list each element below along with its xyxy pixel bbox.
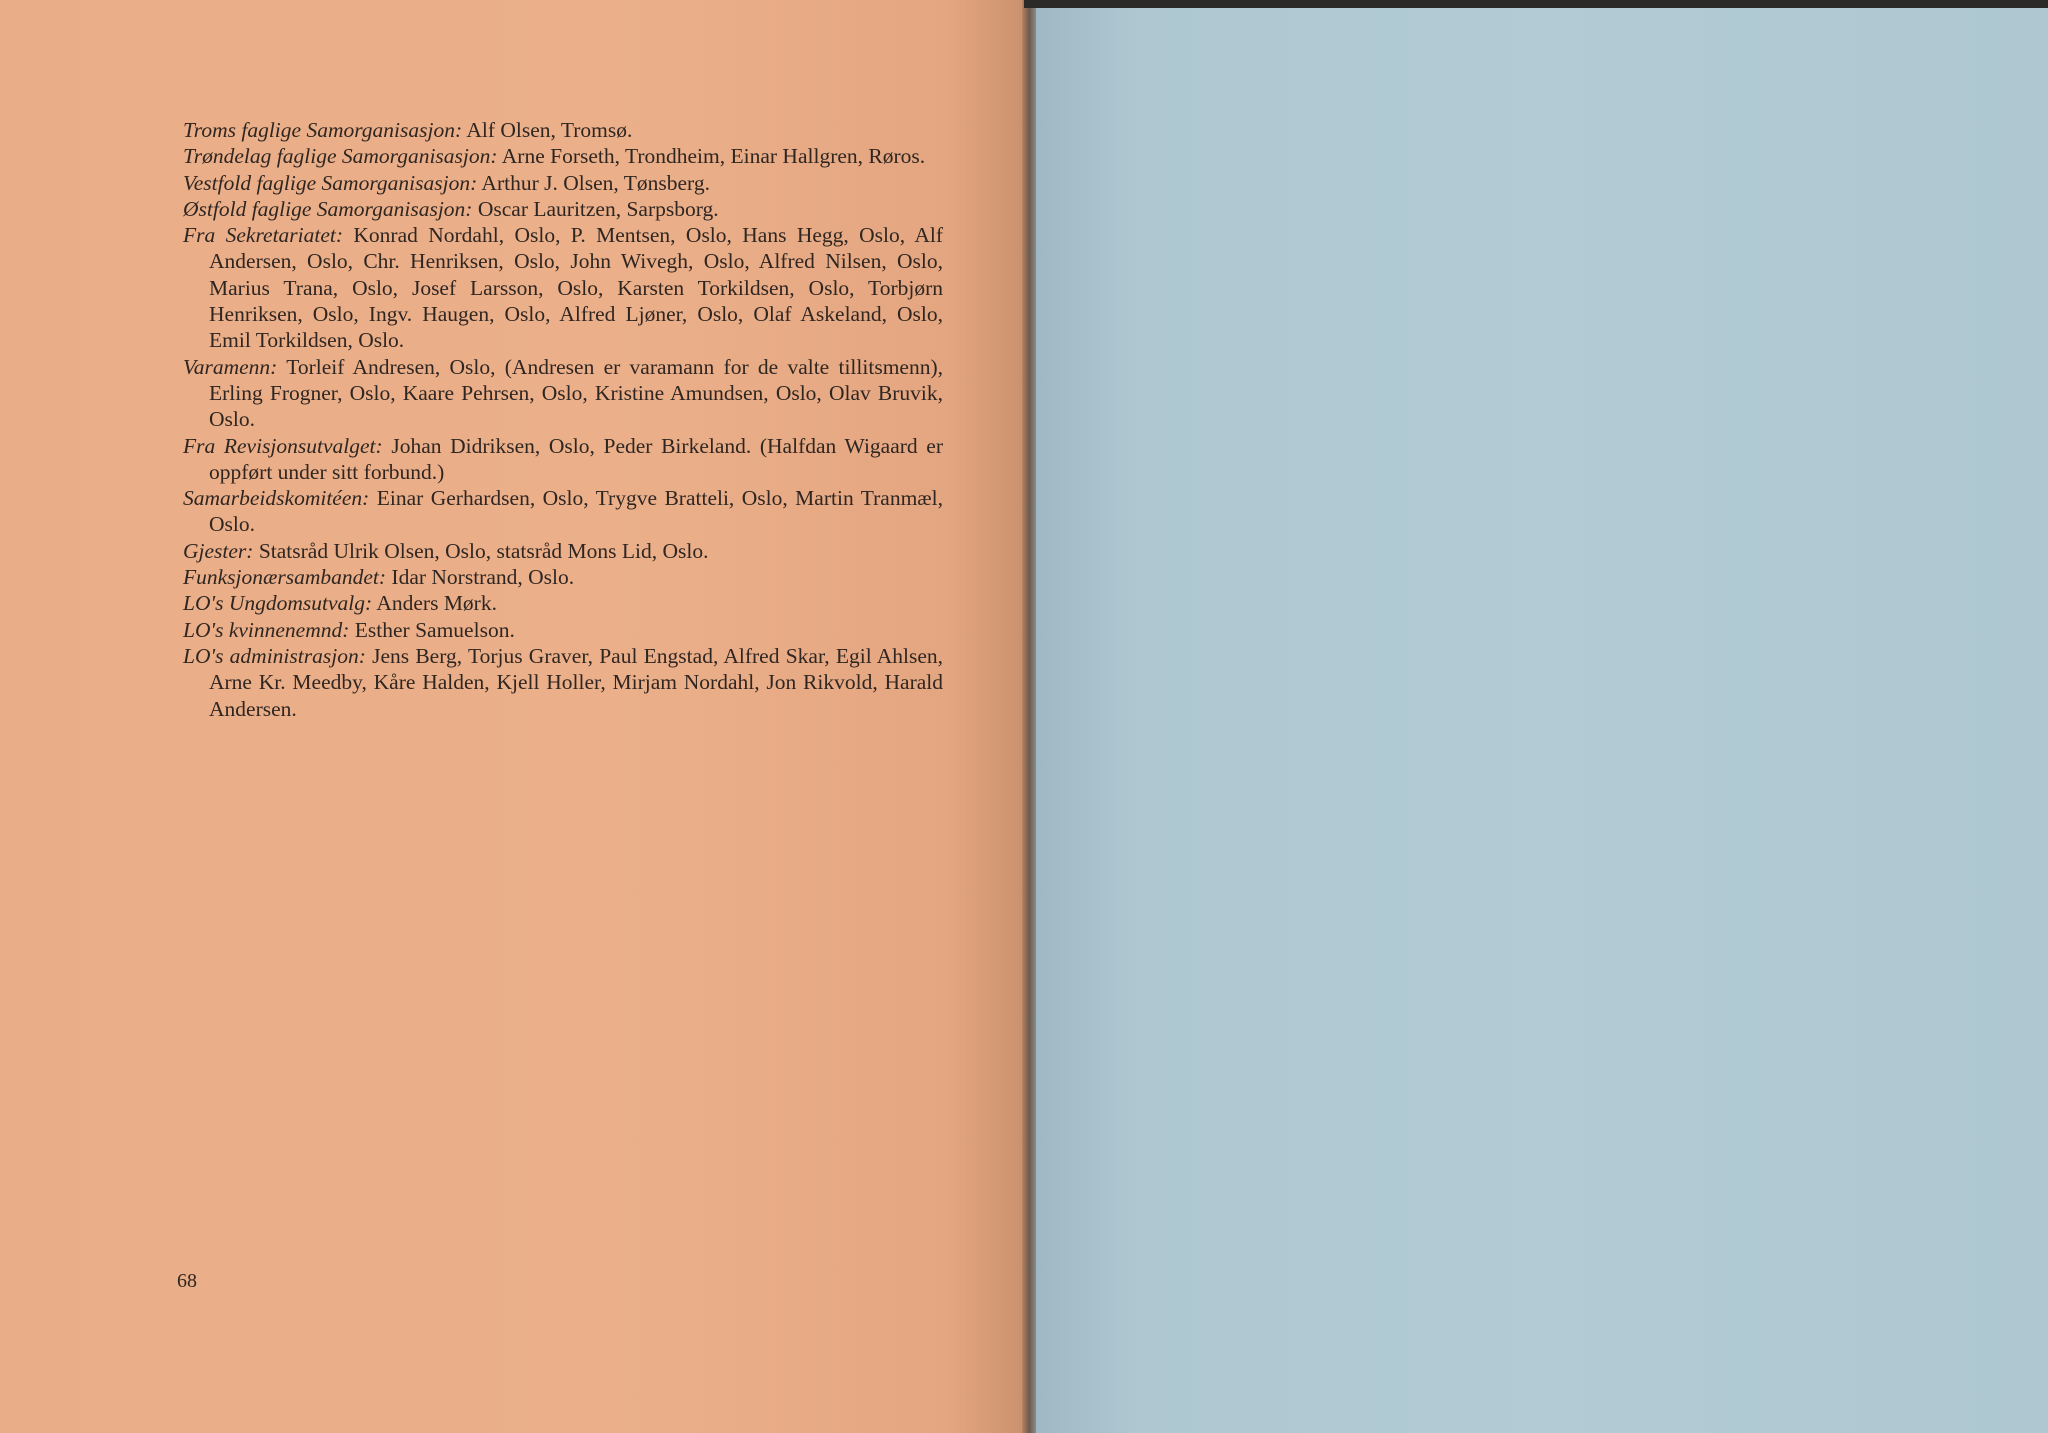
- entry-text: Arthur J. Olsen, Tønsberg.: [477, 170, 710, 195]
- entry-text: Esther Samuelson.: [349, 617, 515, 642]
- list-entry: [183, 617, 943, 643]
- entry-text: Einar Gerhardsen, Oslo, Trygve Bratteli, Oslo, Martin Tranmæl, Oslo.: [209, 486, 943, 537]
- entry-text: Konrad Nordahl, Oslo, P. Mentsen, Oslo, Hans Hegg, Oslo, Alf Andersen, Oslo, Chr. Henriksen, Oslo, John Wivegh, Oslo, Alfred Nilsen, Oslo, Marius Trana, Oslo, Josef Larsson, Oslo, Karsten Torkildsen, Oslo, Torbjørn Henriksen, Oslo, Ingv. Haugen, Oslo, Alfred Ljøner, Oslo, Olaf Askeland, Oslo, Emil Torkildsen, Oslo.: [209, 223, 943, 353]
- entry-label: Gjester:: [183, 538, 254, 563]
- list-entry: [183, 433, 943, 486]
- entry-label: LO's administrasjon:: [183, 643, 366, 668]
- entry-label: Østfold faglige Samorganisasjon:: [183, 196, 473, 221]
- entry-label: Fra Revisjonsutvalget:: [183, 433, 383, 458]
- entry-label: Trøndelag faglige Samorganisasjon:: [183, 144, 498, 169]
- list-entry: [183, 485, 943, 538]
- top-edge-shadow: [1024, 0, 2048, 8]
- list-entry: [183, 222, 943, 353]
- list-entry: [183, 196, 943, 222]
- entry-label: Varamenn:: [183, 354, 278, 379]
- entry-label: LO's kvinnenemnd:: [183, 617, 350, 642]
- entry-label: Vestfold faglige Samorganisasjon:: [183, 170, 478, 195]
- entry-label: Troms faglige Samorganisasjon:: [183, 118, 463, 142]
- entry-text: Statsråd Ulrik Olsen, Oslo, statsråd Mons Lid, Oslo.: [253, 538, 709, 563]
- entry-label: Fra Sekretariatet:: [183, 223, 344, 248]
- list-entry: [183, 564, 943, 590]
- right-page-blank: [1036, 8, 2048, 1433]
- entry-text: Torleif Andresen, Oslo, (Andresen er varamann for de valte tillitsmenn), Erling Frogner, Oslo, Kaare Pehrsen, Oslo, Kristine Amundsen, Oslo, Olav Bruvik, Oslo.: [209, 354, 943, 432]
- entry-text: Alf Olsen, Tromsø.: [462, 118, 633, 142]
- entry-label: Funksjonærsambandet:: [183, 565, 387, 590]
- entry-text: Johan Didriksen, Oslo, Peder Birkeland. (Halfdan Wigaard er oppført under sitt forbund.): [209, 433, 943, 484]
- list-entry: [183, 117, 943, 143]
- list-entry: [183, 538, 943, 564]
- entry-text: Arne Forseth, Trondheim, Einar Hallgren, Røros.: [497, 144, 926, 169]
- entry-text: Anders Mørk.: [372, 591, 497, 616]
- list-entry: [183, 170, 943, 196]
- list-entry: [183, 354, 943, 433]
- entry-label: LO's Ungdomsutvalg:: [183, 591, 373, 616]
- entry-text: Idar Norstrand, Oslo.: [386, 565, 575, 590]
- entry-text: Jens Berg, Torjus Graver, Paul Engstad, Alfred Skar, Egil Ahlsen, Arne Kr. Meedby, Kåre Halden, Kjell Holler, Mirjam Nordahl, Jon Rikvold, Harald Andersen.: [209, 643, 943, 721]
- list-entry: [183, 643, 943, 722]
- member-list: [183, 117, 943, 722]
- list-entry: [183, 143, 943, 169]
- page-number: 68: [177, 1270, 197, 1292]
- list-entry: [183, 590, 943, 616]
- entry-text: Oscar Lauritzen, Sarpsborg.: [472, 196, 719, 221]
- entry-label: Samarbeidskomitéen:: [183, 486, 370, 511]
